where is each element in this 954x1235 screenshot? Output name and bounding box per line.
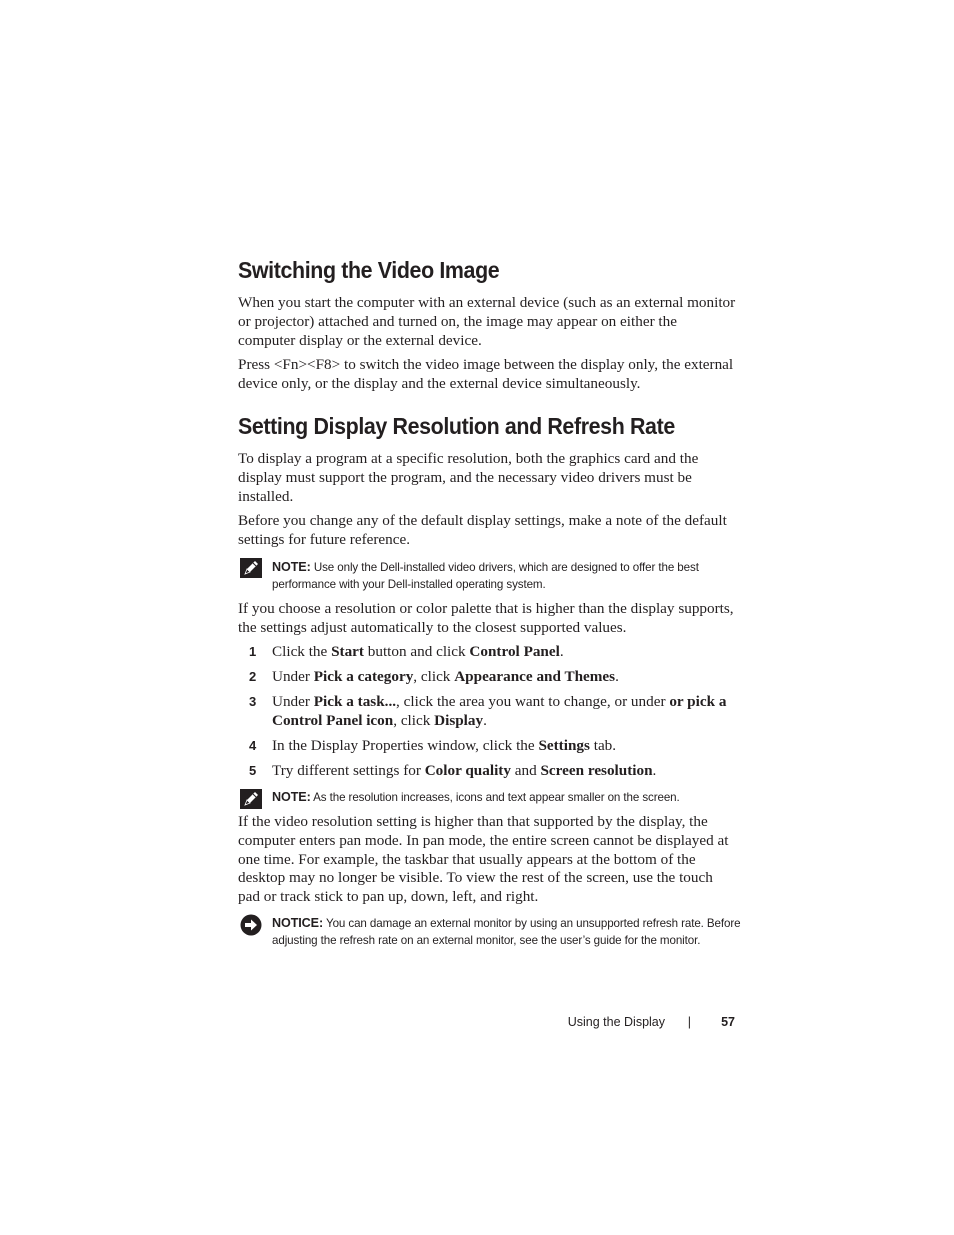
step-number: 2 [249,669,257,684]
step-text [272,762,738,781]
note-content [272,789,742,806]
step-text-part: , click the area you want to change, or under [396,693,670,710]
paragraph-specific-resolution: To display a program at a specific resolution, both the graphics card and the display must support the program, and the necessary video drivers must be installed. [238,450,699,505]
paragraph-default-settings: Before you change any of the default display settings, make a note of the default settings for future reference. [238,512,727,548]
step-text [272,693,738,731]
step-text-part: , click [393,711,435,729]
step-ui-term: Control Panel [469,643,560,660]
paragraph-color-palette: If you choose a resolution or color palette that is higher than the display supports, the settings adjust automatically to the closest supported values. [238,600,734,636]
note-pencil-icon [240,558,262,578]
step-text [272,643,738,662]
notice-label: NOTICE: [272,916,324,930]
step-number: 4 [249,738,257,753]
step-text-part: In the Display Properties window, click the [272,737,539,754]
step-ui-term: or pick a Control Panel icon [272,693,727,729]
step-ui-term: Display [434,711,484,729]
step-text-part: Under [272,693,314,710]
note-label: NOTE: [272,790,311,804]
step-number: 3 [249,694,257,709]
step-text-part: tab. [589,737,617,754]
page-number: 57 [721,1015,735,1029]
step-text-part: and [510,762,541,779]
step-text-part: Click the [272,643,332,660]
step-ui-term: Color quality [424,762,511,779]
notice-text: You can damage an external monitor by using an unsupported refresh rate. Before adjusting the refresh rate on an external monitor, see the user’s guide for the monitor. [272,917,741,947]
note-text: As the resolution increases, icons and text appear smaller on the screen. [313,791,680,804]
step-ui-term: Pick a category [313,668,414,685]
step-text [272,668,738,687]
step-ui-term: Settings [538,737,590,754]
note-text: Use only the Dell-installed video drivers, which are designed to offer the best performance with your Dell-installed operating system. [272,561,699,591]
step-number: 1 [249,644,257,659]
step-ui-term: Screen resolution [540,762,653,779]
heading-switching-video-image: Switching the Video Image [238,257,500,283]
paragraph-fn-f8: Press <Fn><F8> to switch the video image between the display only, the external device only, or the display and the external device simultaneously. [238,356,734,392]
step-ui-term: Pick a task... [313,693,397,710]
step-text-part: , click [413,668,455,685]
notice-content [272,915,742,949]
step-text-part: . [559,643,564,660]
note-pencil-icon [240,789,262,809]
paragraph-pan-mode: If the video resolution setting is higher than that supported by the display, the computer enters pan mode. In pan mode, the entire screen cannot be displayed at one time. For example, the taskbar that usually appears at the bottom of the desktop may no longer be visible. To view the rest of the screen, use the touch pad or track stick to pan up, down, left, and right. [238,813,729,906]
step-number: 5 [249,763,257,778]
footer-separator: | [687,1015,691,1029]
step-text-part: Try different settings for [272,762,425,779]
step-text-part: button and click [363,643,470,660]
step-text-part: Under [272,668,314,685]
step-text-part: . [615,668,619,685]
step-text-part: . [652,762,657,779]
note-content [272,559,742,593]
step-ui-term: Start [331,643,364,660]
step-text [272,737,738,756]
step-ui-term: Appearance and Themes [454,668,616,685]
notice-arrow-icon [240,914,262,936]
paragraph-external-device: When you start the computer with an external device (such as an external monitor or projector) attached and turned on, the image may appear on either the computer display or the external device. [238,294,736,349]
step-text-part: . [483,711,487,729]
heading-display-resolution: Setting Display Resolution and Refresh Rate [238,413,675,439]
note-label: NOTE: [272,560,311,574]
footer-section-title: Using the Display [567,1015,665,1029]
